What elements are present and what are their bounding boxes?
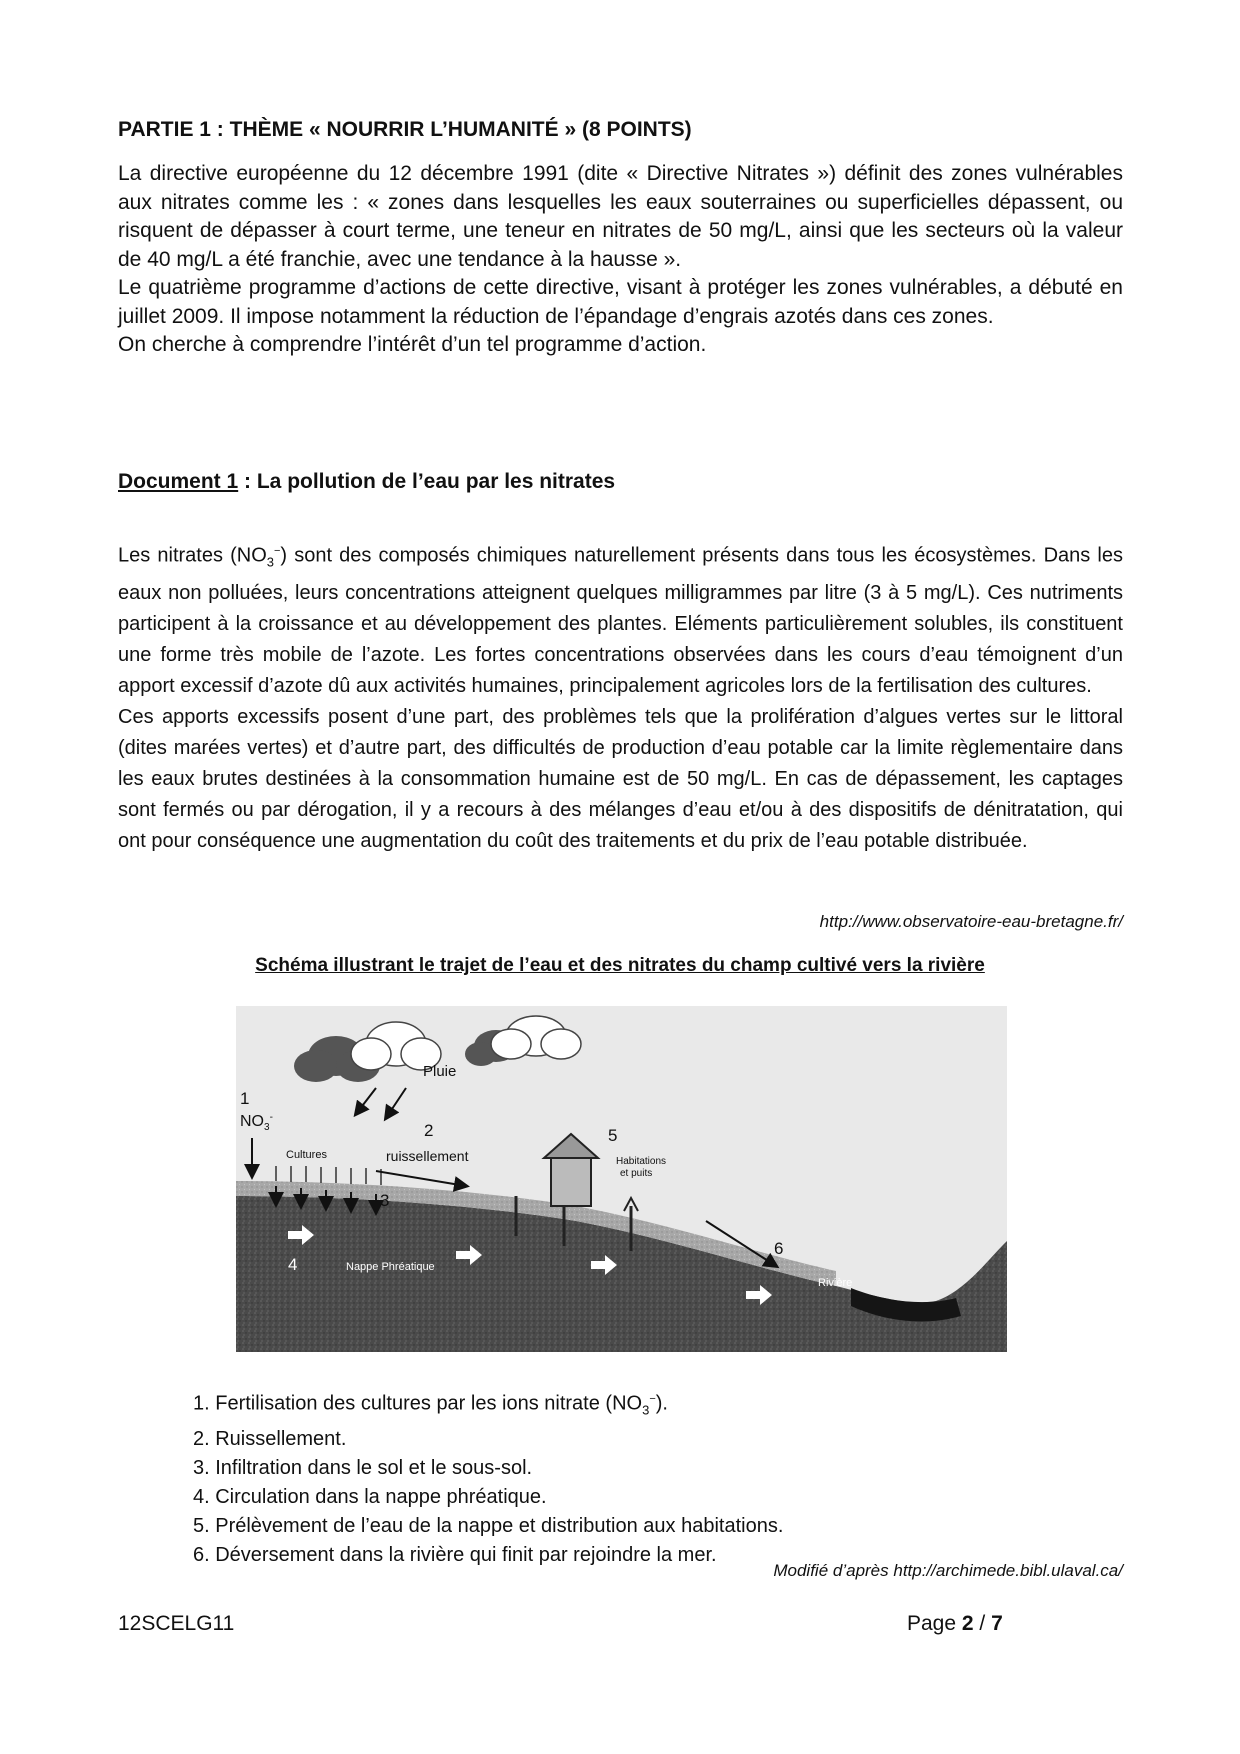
legend-item: 4. Circulation dans la nappe phréatique. — [193, 1485, 547, 1508]
label-pluie: Pluie — [423, 1063, 457, 1080]
label-et-puits: et puits — [620, 1168, 653, 1179]
label-2: 2 — [424, 1121, 434, 1140]
water-nitrate-diagram — [236, 1006, 1007, 1352]
document-text — [118, 536, 1123, 857]
legend-source: Modifié d’après http://archimede.bibl.ulaval.ca/ — [773, 1561, 1123, 1580]
diagram-legend — [193, 1385, 783, 1570]
document-label: Document 1 — [118, 470, 239, 493]
intro-text — [118, 160, 1123, 360]
legend-item: 3. Infiltration dans le sol et le sous-sol. — [193, 1456, 533, 1479]
document-source: http://www.observatoire-eau-bretagne.fr/ — [819, 912, 1123, 931]
label-no3: $NO_3^-$ — [240, 1112, 273, 1133]
schema-title: Schéma illustrant le trajet de l’eau et des nitrates du champ cultivé vers la rivière — [255, 955, 985, 976]
label-ruissellement: ruissellement — [386, 1148, 469, 1164]
page-number: Page 2 / 7 — [907, 1612, 1003, 1635]
intro-paragraph-2: Le quatrième programme d’actions de cette directive, visant à protéger les zones vulnérables, a débuté en juillet 2009. Il impose notamment la réduction de l’épandage d’engrais azotés dans ces zones. — [118, 276, 1123, 328]
intro-paragraph-1: La directive européenne du 12 décembre 1991 (dite « Directive Nitrates ») définit des zones vulnérables aux nitrates comme les : « zones dans lesquelles les eaux souterraines ou superficielles dépassent, ou risquent de dépasser à court terme, une teneur en nitrates de 50 mg/L, ainsi que les secteurs où la valeur de 40 mg/L a été franchie, avec une tendance à la hausse ». — [118, 162, 1123, 271]
legend-item: 6. Déversement dans la rivière qui finit par rejoindre la mer. — [193, 1543, 717, 1566]
legend-item: 1. Fertilisation des cultures par les ions nitrate $(NO_3^-)$. — [193, 1392, 668, 1418]
label-nappe: Nappe Phréatique — [346, 1261, 435, 1273]
label-5: 5 — [608, 1126, 618, 1145]
label-6: 6 — [774, 1239, 784, 1258]
label-riviere: Rivière — [818, 1277, 853, 1289]
intro-paragraph-3: On cherche à comprendre l’intérêt d’un tel programme d’action. — [118, 333, 707, 356]
legend-item: 5. Prélèvement de l’eau de la nappe et distribution aux habitations. — [193, 1514, 784, 1537]
document-code: 12SCELG11 — [118, 1612, 235, 1635]
document-heading — [118, 470, 615, 494]
page-title: PARTIE 1 : THÈME « NOURRIR L’HUMANITÉ » (8 POINTS) — [118, 118, 692, 141]
document-paragraph-2: Ces apports excessifs posent d’une part, des problèmes tels que la prolifération d’algues vertes sur le littoral (dites marées vertes) et d’autre part, des difficultés de production d’eau potable car la limite règlementaire dans les eaux brutes destinées à la consommation humaine est de 50 mg/L. En cas de dépassement, les captages sont fermés ou par dérogation, il y a recours à des mélanges d’eau et/ou à des dispositifs de dénitratation, qui ont pour conséquence une augmentation du coût des traitements et du prix de l’eau potable distribuée. — [118, 705, 1123, 852]
document-paragraph-1: Les nitrates $(NO_3^-)$ sont des composés chimiques naturellement présents dans tous les écosystèmes. Dans les eaux non polluées, leurs concentrations atteignent quelques milligrammes par litre (3 à 5 mg/L). Ces nutriments participent à la croissance et au développement des plantes. Eléments particulièrement solubles, ils constituent une forme très mobile de l’azote. Les fortes concentrations observées dans les cours d’eau témoignent d’un apport excessif d’azote dû aux activités humaines, principalement agricoles lors de la fertilisation des cultures. — [118, 544, 1123, 697]
label-cultures: Cultures — [286, 1149, 327, 1161]
label-1: 1 — [240, 1089, 250, 1108]
label-3: 3 — [380, 1191, 390, 1210]
document-title: : La pollution de l’eau par les nitrates — [238, 470, 616, 493]
label-4: 4 — [288, 1255, 298, 1274]
legend-item: 2. Ruissellement. — [193, 1427, 347, 1450]
label-habitations: Habitations — [616, 1156, 667, 1167]
